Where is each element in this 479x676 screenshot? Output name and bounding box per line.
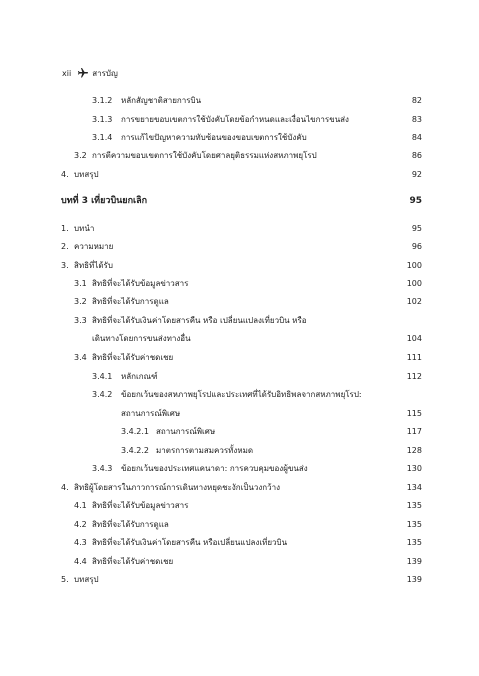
entry-page: 102: [406, 297, 422, 306]
toc-entry: [0, 521, 479, 533]
toc-entry: [0, 484, 479, 496]
toc-entry: [0, 502, 479, 514]
entry-page: 134: [406, 483, 422, 492]
entry-page: 130: [406, 464, 422, 473]
entry-page: 83: [411, 115, 422, 124]
entry-number: 3.: [61, 261, 69, 270]
toc-entry: [0, 152, 479, 164]
entry-title: สิทธิที่จะได้รับข้อมูลข่าวสาร: [92, 279, 189, 288]
toc-entry: [0, 576, 479, 588]
toc-entry: [0, 243, 479, 255]
entry-title: สิทธิที่จะได้รับการดูแล: [92, 297, 169, 306]
entry-number: 2.: [61, 242, 69, 251]
entry-number: 3.1.2: [92, 96, 113, 105]
toc-entry: [0, 171, 479, 183]
entry-page: 128: [406, 446, 422, 455]
entry-number: 3.4.3: [92, 464, 113, 473]
entry-title: เดินทางโดยการขนส่งทางอื่น: [92, 334, 191, 343]
entry-number: 4.2: [74, 520, 87, 529]
entry-title: สิทธิที่จะได้รับค่าชดเชย: [92, 353, 174, 362]
entry-title: บทสรุป: [74, 170, 99, 179]
entry-page: 112: [406, 372, 422, 381]
entry-number: 3.4.2.2: [121, 446, 149, 455]
entry-title: สิทธิที่จะได้รับข้อมูลข่าวสาร: [92, 501, 189, 510]
toc-entry: [0, 298, 479, 310]
entry-title: การตีความขอบเขตการใช้บังคับโดยศาลยุติธรรมแห่งสหภาพยุโรป: [92, 151, 317, 160]
entry-page: 86: [411, 151, 422, 160]
entry-page: 139: [406, 557, 422, 566]
entry-title: สิทธิที่จะได้รับการดูแล: [92, 520, 169, 529]
entry-number: 5.: [61, 575, 69, 584]
toc-entry: [0, 373, 479, 385]
toc-entry: [0, 428, 479, 440]
entry-title: หลักเกณฑ์: [121, 372, 158, 381]
entry-number: 3.2: [74, 151, 87, 160]
toc-entry: [0, 262, 479, 274]
entry-number: 4.3: [74, 538, 87, 547]
entry-page: 135: [406, 538, 422, 547]
toc-entry: [0, 539, 479, 551]
entry-title: สถานการณ์พิเศษ: [121, 409, 181, 418]
chapter-title: บทที่ 3 เที่ยวบินยกเลิก: [61, 196, 148, 206]
entry-title: สิทธิผู้โดยสารในภาวการณ์การเดินทางหยุดชะงักเป็นวงกว้าง: [74, 483, 281, 492]
entry-title: ข้อยกเว้นของสหภาพยุโรปและประเทศที่ได้รับอิทธิพลจากสหภาพยุโรป:: [121, 390, 362, 399]
airplane-icon: [77, 67, 89, 81]
toc-entry: [0, 391, 479, 403]
entry-page: 104: [406, 334, 422, 343]
toc-entry: [0, 447, 479, 459]
entry-number: 3.4: [74, 353, 87, 362]
entry-number: 3.1.4: [92, 133, 113, 142]
entry-title: สิทธิที่จะได้รับเงินค่าโดยสารคืน หรือเปลี่ยนแปลงเที่ยวบิน: [92, 538, 288, 547]
entry-number: 3.4.2: [92, 390, 113, 399]
running-header: [62, 67, 118, 81]
entry-number: 1.: [61, 224, 69, 233]
entry-number: 3.1: [74, 279, 87, 288]
entry-title: ความหมาย: [74, 242, 114, 251]
entry-title: สิทธิที่จะได้รับค่าชดเชย: [92, 557, 174, 566]
toc-chapter-heading: [0, 197, 479, 209]
toc-entry: [0, 116, 479, 128]
entry-number: 3.1.3: [92, 115, 113, 124]
toc-entry: [0, 558, 479, 570]
toc-entry: [0, 97, 479, 109]
page-number: xii: [62, 69, 72, 78]
entry-title: มาตรการตามสมควรทั้งหมด: [156, 446, 254, 455]
entry-title: สถานการณ์พิเศษ: [156, 427, 216, 436]
entry-page: 84: [411, 133, 422, 142]
entry-page: 135: [406, 520, 422, 529]
entry-page: 139: [406, 575, 422, 584]
toc-entry: [0, 465, 479, 477]
entry-page: 117: [406, 427, 422, 436]
toc-entry: [0, 354, 479, 366]
entry-title: การแก้ไขปัญหาความทับซ้อนของขอบเขตการใช้บังคับ: [121, 133, 307, 142]
entry-title: สิทธิที่จะได้รับเงินค่าโดยสารคืน หรือ เปลี่ยนแปลงเที่ยวบิน หรือ: [92, 316, 307, 325]
entry-number: 3.4.2.1: [121, 427, 149, 436]
entry-page: 100: [406, 279, 422, 288]
entry-page: 115: [406, 409, 422, 418]
toc-entry-continuation: [0, 335, 479, 347]
entry-number: 4.1: [74, 501, 87, 510]
chapter-page: 95: [409, 196, 422, 206]
entry-page: 111: [406, 353, 422, 362]
entry-number: 4.4: [74, 557, 87, 566]
entry-number: 4.: [61, 483, 69, 492]
entry-title: สิทธิที่ได้รับ: [74, 261, 113, 270]
section-title: สารบัญ: [92, 69, 118, 78]
toc-entry: [0, 317, 479, 329]
entry-number: 3.2: [74, 297, 87, 306]
entry-number: 4.: [61, 170, 69, 179]
entry-page: 135: [406, 501, 422, 510]
toc-entry-continuation: [0, 410, 479, 422]
entry-page: 100: [406, 261, 422, 270]
toc-entry: [0, 280, 479, 292]
toc-entry: [0, 225, 479, 237]
entry-title: ข้อยกเว้นของประเทศแคนาดา: การควบคุมของผู้ขนส่ง: [121, 464, 308, 473]
toc-entry: [0, 134, 479, 146]
entry-page: 95: [411, 224, 422, 233]
entry-title: หลักสัญชาติสายการบิน: [121, 96, 202, 105]
entry-number: 3.3: [74, 316, 87, 325]
entry-number: 3.4.1: [92, 372, 113, 381]
entry-page: 92: [411, 170, 422, 179]
entry-page: 96: [411, 242, 422, 251]
entry-page: 82: [411, 96, 422, 105]
entry-title: การขยายขอบเขตการใช้บังคับโดยข้อกำหนดและเงื่อนไขการขนส่ง: [121, 115, 349, 124]
entry-title: บทสรุป: [74, 575, 99, 584]
entry-title: บทนำ: [74, 224, 95, 233]
